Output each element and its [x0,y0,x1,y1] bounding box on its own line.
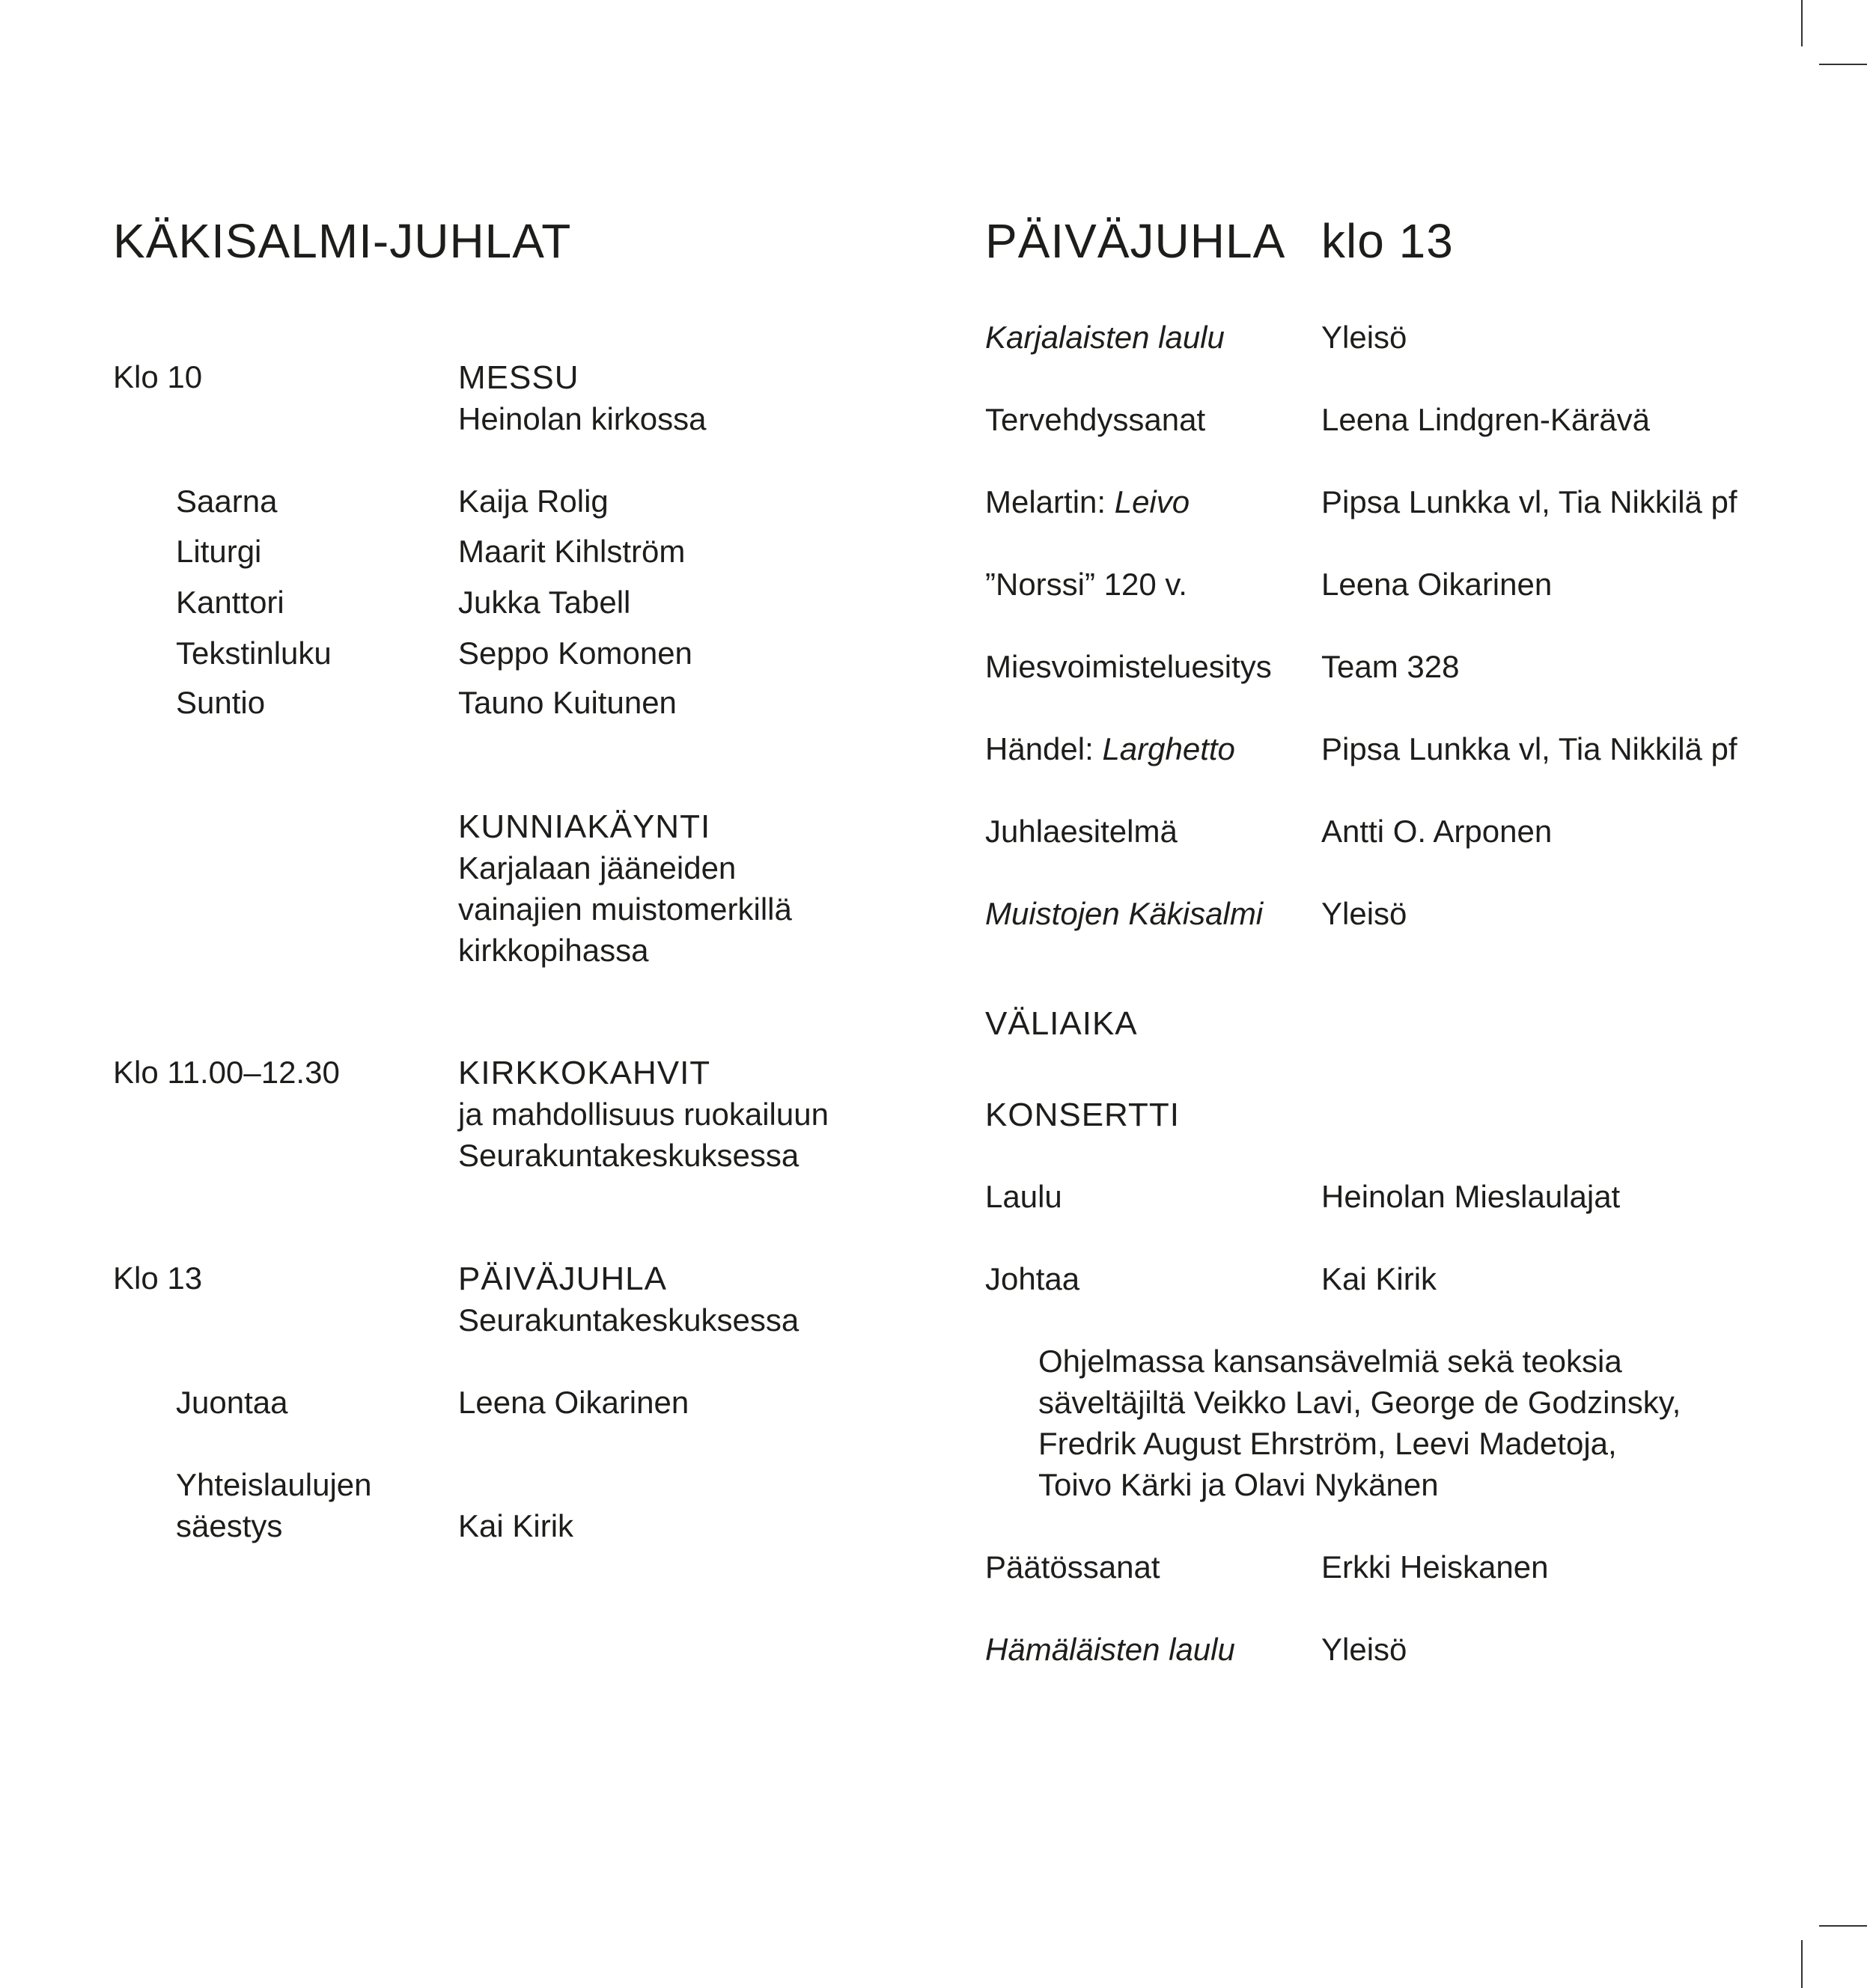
kunniakaynti-heading: KUNNIAKÄYNTI [458,808,711,845]
program-item: Miesvoimisteluesitys [985,649,1272,684]
messu-place: Heinolan kirkossa [458,401,707,436]
kirkkokahvit-line: ja mahdollisuus ruokailuun [458,1097,829,1132]
crop-mark-top-vertical [1801,0,1803,46]
closing-performer: Yleisö [1321,1632,1407,1667]
concert-performer: Heinolan Mieslaulajat [1321,1179,1621,1214]
kunniakaynti-line: Karjalaan jääneiden [458,850,737,885]
role-name: Kaija Rolig [458,484,609,519]
page-title: KÄKISALMI-JUHLAT [113,214,572,268]
paivajuhla-heading: PÄIVÄJUHLA [458,1260,667,1297]
program-performer: Leena Lindgren-Kärävä [1321,402,1650,437]
role-label: Tekstinluku [176,635,332,671]
crop-mark-bottom-horizontal [1819,1925,1867,1927]
host-name: Leena Oikarinen [458,1385,689,1420]
program-performer: Pipsa Lunkka vl, Tia Nikkilä pf [1321,484,1737,519]
role-name: Seppo Komonen [458,635,692,671]
kunniakaynti-line: vainajien muistomerkillä [458,891,792,927]
concert-note-line: Fredrik August Ehrström, Leevi Madetoja, [1038,1426,1617,1461]
role-label: Liturgi [176,534,262,569]
program-item: ”Norssi” 120 v. [985,567,1187,602]
role-name: Tauno Kuitunen [458,685,677,720]
messu-heading: MESSU [458,359,579,396]
crop-mark-bottom-vertical [1801,1940,1803,1988]
concert-performer: Kai Kirik [1321,1261,1437,1296]
kirkkokahvit-time: Klo 11.00–12.30 [113,1055,340,1090]
intermission-heading: VÄLIAIKA [985,1005,1138,1042]
program-performer: Yleisö [1321,896,1407,931]
closing-item: Hämäläisten laulu [985,1632,1235,1667]
kirkkokahvit-heading: KIRKKOKAHVIT [458,1055,711,1091]
program-time: klo 13 [1321,214,1454,268]
program-performer: Pipsa Lunkka vl, Tia Nikkilä pf [1321,731,1737,766]
paivajuhla-time: Klo 13 [113,1260,203,1296]
concert-item: Laulu [985,1179,1062,1214]
concert-item: Johtaa [985,1261,1080,1296]
concert-heading: KONSERTTI [985,1097,1181,1133]
program-performer: Yleisö [1321,320,1407,355]
role-label: Kanttori [176,585,284,620]
concert-note-line: Toivo Kärki ja Olavi Nykänen [1038,1467,1439,1502]
role-name: Jukka Tabell [458,585,631,620]
program-performer: Antti O. Arponen [1321,814,1553,849]
program-item [985,484,1190,519]
program-item: Juhlaesitelmä [985,814,1178,849]
program-item [985,731,1235,766]
program-item: Muistojen Käkisalmi [985,896,1264,931]
program-item-work: Leivo [1114,484,1190,519]
paivajuhla-place: Seurakuntakeskuksessa [458,1302,800,1338]
role-label: Saarna [176,484,278,519]
accompaniment-label: Yhteislaulujen [176,1467,372,1502]
concert-note-line: Ohjelmassa kansansävelmiä sekä teoksia [1038,1344,1622,1379]
closing-performer: Erkki Heiskanen [1321,1549,1549,1585]
program-title: PÄIVÄJUHLA [985,214,1286,268]
concert-note-line: säveltäjiltä Veikko Lavi, George de Godzinsky, [1038,1385,1681,1420]
crop-mark-top-horizontal [1819,64,1867,65]
accompaniment-label: säestys [176,1508,283,1543]
program-performer: Team 328 [1321,649,1460,684]
program-performer: Leena Oikarinen [1321,567,1553,602]
program-item-composer: Melartin: [985,484,1115,519]
program-item: Tervehdyssanat [985,402,1206,437]
role-name: Maarit Kihlström [458,534,686,569]
program-item-work: Larghetto [1102,731,1235,766]
program-item: Karjalaisten laulu [985,320,1225,355]
messu-time: Klo 10 [113,359,203,394]
kunniakaynti-line: kirkkopihassa [458,933,649,968]
host-label: Juontaa [176,1385,288,1420]
role-label: Suntio [176,685,266,720]
kirkkokahvit-line: Seurakuntakeskuksessa [458,1138,800,1173]
program-item-composer: Händel: [985,731,1103,766]
closing-item: Päätössanat [985,1549,1160,1585]
accompaniment-name: Kai Kirik [458,1508,574,1543]
